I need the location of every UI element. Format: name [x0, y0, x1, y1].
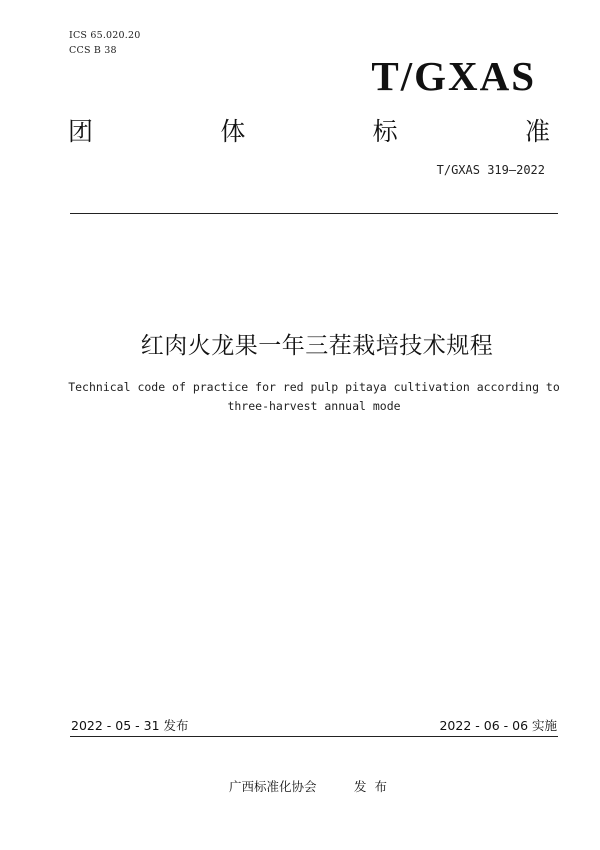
bottom-divider	[70, 736, 558, 737]
standard-type-heading	[68, 114, 550, 148]
ics-code: ICS 65.020.20	[69, 30, 141, 41]
ccs-code: CCS B 38	[69, 45, 117, 56]
title-chinese: 红肉火龙果一年三茬栽培技术规程	[140, 333, 494, 359]
standard-type-char: 体	[220, 116, 246, 146]
standard-logo: T/GXAS	[371, 53, 536, 99]
standard-type-char: 准	[524, 116, 550, 146]
standard-type-char: 团	[68, 116, 94, 146]
issue-date: 2022 - 05 - 31 发布	[71, 718, 189, 733]
standard-type-char: 标	[372, 116, 398, 146]
title-english: Technical code of practice for red pulp pitaya cultivation according to three-harvest annual mode	[68, 380, 560, 413]
publish-label: 发布	[354, 779, 396, 794]
standard-number: T/GXAS 319—2022	[436, 163, 545, 177]
implementation-date: 2022 - 06 - 06 实施	[439, 718, 557, 733]
publisher-name: 广西标准化协会	[229, 779, 317, 794]
top-divider	[70, 213, 558, 214]
